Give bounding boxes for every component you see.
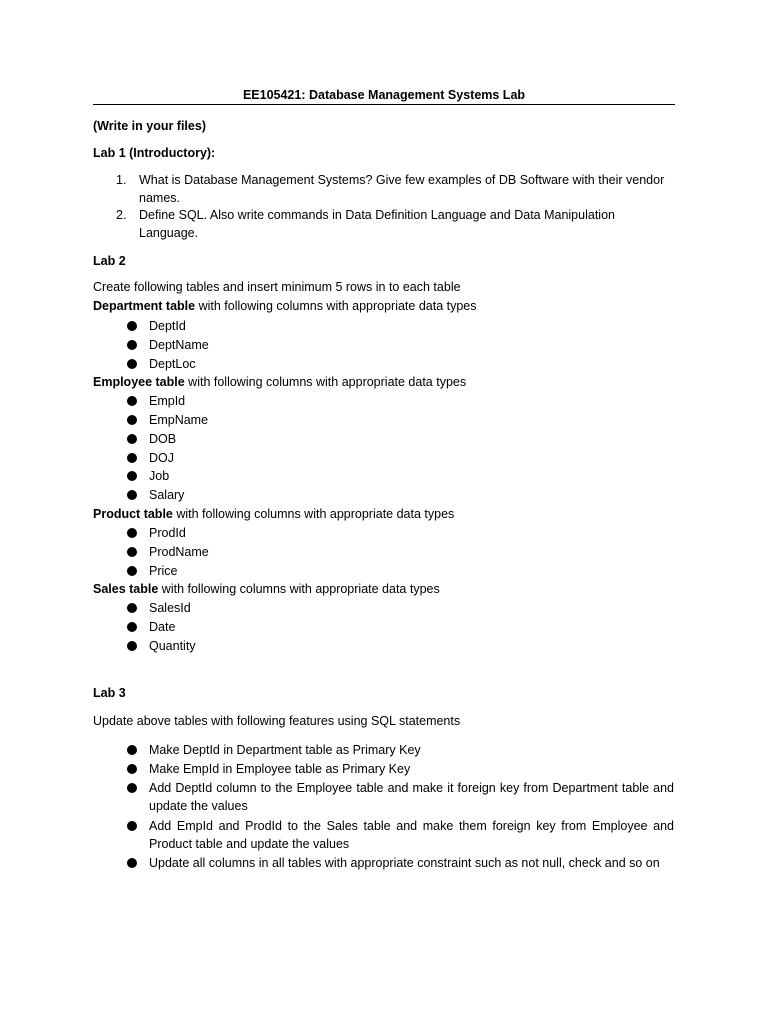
- lab2-intro: Create following tables and insert minimum 5 rows in to each table: [93, 280, 461, 294]
- lab1-item: [116, 206, 674, 242]
- lab3-item: [127, 760, 674, 778]
- column-name: Date: [149, 620, 176, 634]
- lab3-item-text: Add DeptId column to the Employee table and make it foreign key from Department table and update the values: [149, 781, 674, 813]
- bullet-icon: [127, 415, 137, 425]
- bullet-icon: [127, 783, 137, 793]
- column-item: [127, 355, 674, 373]
- bullet-icon: [127, 321, 137, 331]
- bullet-icon: [127, 359, 137, 369]
- table-description: [93, 373, 466, 391]
- column-item: [127, 618, 674, 636]
- write-in-files-note: (Write in your files): [93, 119, 206, 133]
- table-description: [93, 505, 454, 523]
- table-name: Department table: [93, 299, 196, 313]
- lab3-item-text: Make EmpId in Employee table as Primary Key: [149, 762, 411, 776]
- column-item: [127, 599, 674, 617]
- item-number: 2.: [116, 208, 127, 222]
- column-item: [127, 430, 674, 448]
- item-number: 1.: [116, 173, 127, 187]
- column-name: DeptId: [149, 319, 186, 333]
- table-name: Sales table: [93, 582, 159, 596]
- bullet-icon: [127, 858, 137, 868]
- column-name: Price: [149, 564, 178, 578]
- bullet-icon: [127, 490, 137, 500]
- column-name: EmpName: [149, 413, 209, 427]
- lab1-item: [116, 171, 674, 207]
- lab3-item-text: Add EmpId and ProdId to the Sales table and make them foreign key from Employee and Product table and update the values: [149, 819, 674, 851]
- item-text: What is Database Management Systems? Give few examples of DB Software with their vendor names.: [139, 173, 665, 205]
- column-item: [127, 411, 674, 429]
- table-desc: with following columns with appropriate data types: [195, 299, 477, 313]
- lab3-item: [127, 817, 674, 853]
- title-underline: [93, 104, 675, 105]
- bullet-icon: [127, 547, 137, 557]
- column-item: [127, 637, 674, 655]
- table-desc: with following columns with appropriate data types: [172, 507, 455, 521]
- table-description: [93, 297, 477, 315]
- column-name: ProdId: [149, 526, 186, 540]
- column-name: SalesId: [149, 601, 191, 615]
- bullet-icon: [127, 453, 137, 463]
- bullet-icon: [127, 641, 137, 651]
- column-item: [127, 392, 674, 410]
- bullet-icon: [127, 340, 137, 350]
- column-item: [127, 543, 674, 561]
- column-item: [127, 467, 674, 485]
- lab3-item-text: Make DeptId in Department table as Primary Key: [149, 743, 421, 757]
- bullet-icon: [127, 396, 137, 406]
- column-name: DeptLoc: [149, 357, 196, 371]
- document-title: EE105421: Database Management Systems Lab: [242, 88, 526, 102]
- bullet-icon: [127, 566, 137, 576]
- column-item: [127, 317, 674, 335]
- bullet-icon: [127, 764, 137, 774]
- column-name: EmpId: [149, 394, 186, 408]
- lab3-intro: Update above tables with following features using SQL statements: [93, 714, 461, 728]
- bullet-icon: [127, 528, 137, 538]
- table-desc: with following columns with appropriate data types: [184, 375, 467, 389]
- column-name: Job: [149, 469, 170, 483]
- item-text: Define SQL. Also write commands in Data Definition Language and Data Manipulation Language.: [139, 208, 615, 240]
- table-name: Employee table: [93, 375, 185, 389]
- lab3-item: [127, 779, 674, 815]
- bullet-icon: [127, 471, 137, 481]
- bullet-icon: [127, 603, 137, 613]
- bullet-icon: [127, 745, 137, 755]
- column-item: [127, 562, 674, 580]
- column-name: DeptName: [149, 338, 209, 352]
- table-desc: with following columns with appropriate data types: [158, 582, 440, 596]
- lab3-heading: Lab 3: [93, 686, 126, 700]
- lab2-heading: Lab 2: [93, 254, 126, 268]
- lab3-item: [127, 741, 674, 759]
- column-name: DOB: [149, 432, 177, 446]
- column-name: Quantity: [149, 639, 196, 653]
- column-item: [127, 486, 674, 504]
- lab1-heading: Lab 1 (Introductory):: [93, 146, 216, 160]
- bullet-icon: [127, 622, 137, 632]
- lab3-item: [127, 854, 674, 872]
- column-name: DOJ: [149, 451, 174, 465]
- column-name: ProdName: [149, 545, 209, 559]
- column-item: [127, 524, 674, 542]
- table-name: Product table: [93, 507, 173, 521]
- column-item: [127, 336, 674, 354]
- bullet-icon: [127, 434, 137, 444]
- bullet-icon: [127, 821, 137, 831]
- column-item: [127, 449, 674, 467]
- column-name: Salary: [149, 488, 185, 502]
- lab3-item-text: Update all columns in all tables with appropriate constraint such as not null, check and so on: [149, 856, 660, 870]
- table-description: [93, 580, 440, 598]
